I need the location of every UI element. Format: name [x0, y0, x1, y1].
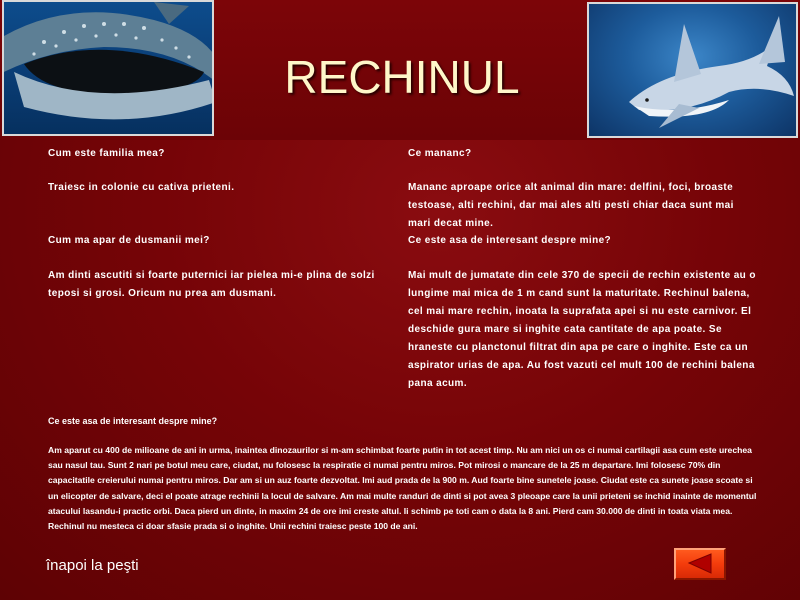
whale-shark-photo	[2, 0, 214, 136]
whale-shark-image	[4, 2, 214, 136]
shark-photo	[587, 2, 798, 138]
back-to-fish-link[interactable]: înapoi la peşti	[46, 557, 139, 574]
answer-food: Mananc aproape orice alt animal din mare: delfini, foci, broaste testoase, alti rechini, dar mai ales alti pesti chiar daca sunt mai mari decat mine.	[408, 182, 734, 229]
question-food: Ce mananc?	[408, 148, 472, 159]
bottom-heading: Ce este asa de interesant despre mine?	[48, 416, 218, 426]
bottom-paragraph: Am aparut cu 400 de milioane de ani in urma, inaintea dinozaurilor si m-am schimbat foarte putin in tot acest timp. Nu am nici un os ci numai cartilagii asa cum este urechea sau nasul tau. Sunt 2 nari pe botul meu care, ciudat, nu folosesc la respiratie ci numai pentru miros. Pot mirosi o mancare de la 25 m departare. Imi folosesc 70% din capacitatile creierului numai pentru miros. Dar am si un auz foarte dezvoltat. Imi aud prada de la 900 m. Aud foarte bine sunetele joase. Ciudat este ca sunete joase scoate si un elicopter de salvare, deci el poate atrage rechinii la locul de salvare. Am mai multe randuri de dinti si pot avea 3 pleoape care la unii prieteni se inchid inainte de momentul atacului lasandu-i practic orbi. Daca pierd un dinte, in maxim 24 de ore imi creste altul. Ii schimb pe toti cam o data la 8 ani. Pierd cam 30.000 de dinti in toata viata mea. Rechinul nu mesteca ci doar sfasie prada si o inghite. Unii rechini traiesc peste 100 de ani.	[48, 445, 757, 532]
question-interesting: Ce este asa de interesant despre mine?	[408, 235, 612, 246]
back-button[interactable]	[674, 548, 726, 580]
question-defense: Cum ma apar de dusmanii mei?	[48, 235, 210, 246]
question-family: Cum este familia mea?	[48, 148, 165, 159]
page-title: RECHINUL	[284, 51, 520, 103]
shark-image	[589, 4, 798, 138]
answer-family: Traiesc in colonie cu cativa prieteni.	[48, 182, 235, 193]
triangle-left-icon	[676, 550, 724, 578]
answer-defense: Am dinti ascutiti si foarte puternici iar pielea mi-e plina de solzi teposi si grosi. Oricum nu prea am dusmani.	[48, 270, 375, 299]
answer-interesting: Mai mult de jumatate din cele 370 de specii de rechin existente au o lungime mai mica de 1 m cand sunt la maturitate. Rechinul balena, cel mai mare rechin, inoata la suprafata apei si nu este carnivor. El deschide gura mare si inghite cata cantitate de apa poate. Se hraneste cu planctonul filtrat din apa pe care o inghite. Este ca un aspirator urias de apa. Au fost vazuti cel mult 100 de rechini balena pana acum.	[408, 270, 756, 389]
